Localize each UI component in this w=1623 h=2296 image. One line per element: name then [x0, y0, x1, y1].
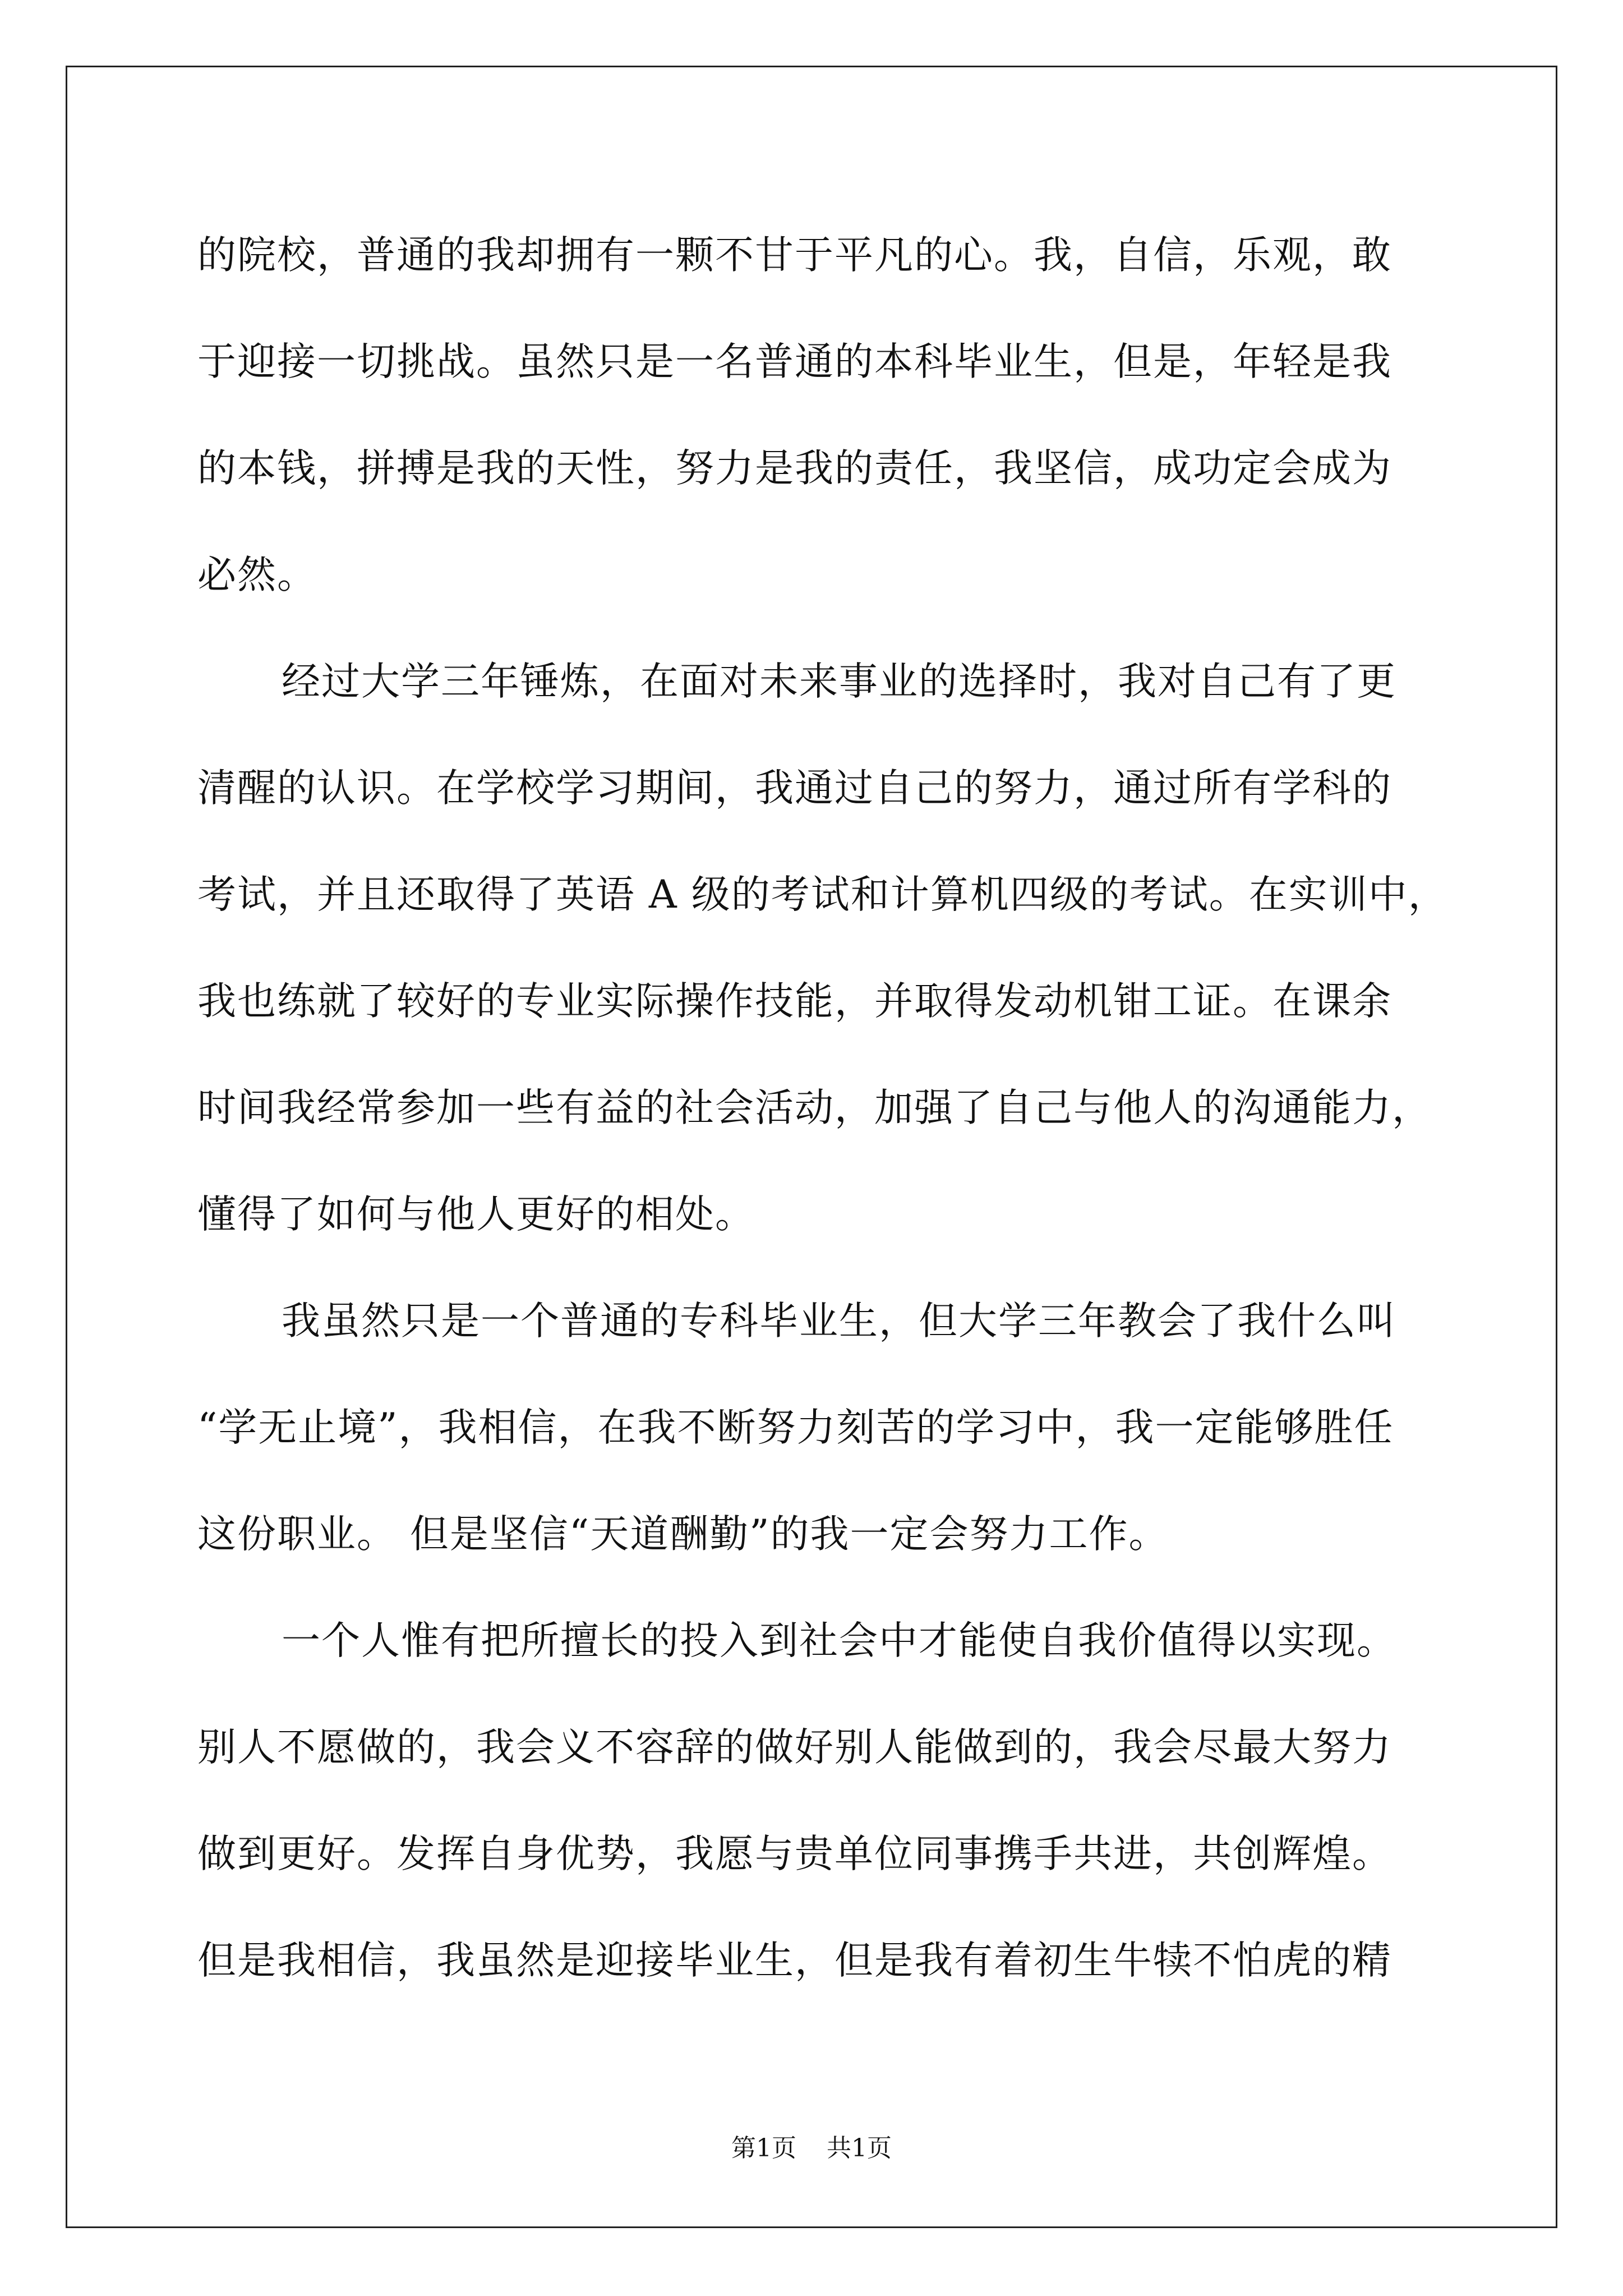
text-line: 清醒的认识。在学校学习期间，我通过自己的努力，通过所有学科的 — [197, 766, 1392, 811]
text-line: 的院校，普通的我却拥有一颗不甘于平凡的心。我，自信，乐观，敢 — [197, 233, 1392, 278]
text-line: 考试，并且还取得了英语 A 级的考试和计算机四级的考试。在实训中， — [197, 872, 1448, 917]
text-line: 做到更好。发挥自身优势，我愿与贵单位同事携手共进，共创辉煌。 — [197, 1832, 1392, 1876]
text-line: 这份职业。 但是坚信“天道酬勤”的我一定会努力工作。 — [197, 1512, 1169, 1557]
text-line: 于迎接一切挑战。虽然只是一名普通的本科毕业生，但是，年轻是我 — [197, 339, 1392, 384]
text-line: 必然。 — [197, 553, 317, 597]
page-number-current: 第1页 — [731, 2134, 796, 2162]
text-line: 一个人惟有把所擅长的投入到社会中才能使自我价值得以实现。 — [282, 1618, 1396, 1663]
text-line: 我也练就了较好的专业实际操作技能，并取得发动机钳工证。在课余 — [197, 979, 1392, 1024]
text-line: 的本钱，拼搏是我的天性，努力是我的责任，我坚信，成功定会成为 — [197, 446, 1392, 491]
text-line: “学无止境”，我相信，在我不断努力刻苦的学习中，我一定能够胜任 — [197, 1405, 1394, 1450]
text-line: 但是我相信，我虽然是迎接毕业生，但是我有着初生牛犊不怕虎的精 — [197, 1938, 1392, 1983]
text-line: 时间我经常参加一些有益的社会活动，加强了自己与他人的沟通能力， — [197, 1085, 1432, 1130]
text-line: 我虽然只是一个普通的专科毕业生，但大学三年教会了我什么叫 — [282, 1299, 1396, 1343]
page-number-total: 共1页 — [827, 2134, 892, 2162]
text-line: 懂得了如何与他人更好的相处。 — [197, 1192, 755, 1237]
text-line: 别人不愿做的，我会义不容辞的做好别人能做到的，我会尽最大努力 — [197, 1725, 1392, 1770]
page-footer — [0, 2132, 1623, 2165]
text-line: 经过大学三年锤炼，在面对未来事业的选择时，我对自己有了更 — [282, 659, 1396, 704]
document-body — [197, 202, 1448, 2014]
